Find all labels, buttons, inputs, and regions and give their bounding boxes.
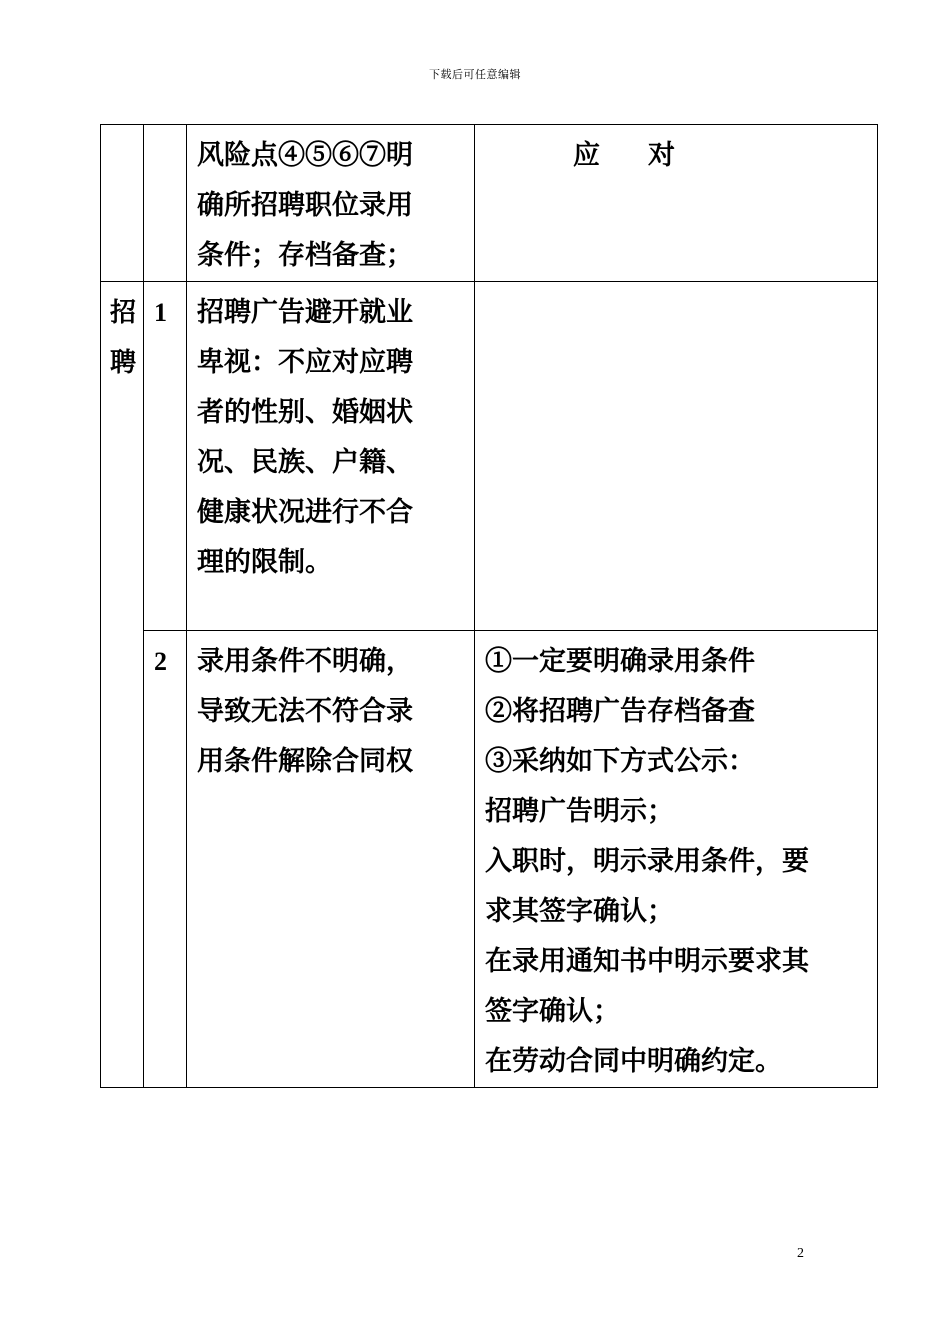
table-row	[101, 631, 878, 1088]
table-row	[101, 282, 878, 631]
text-line: 确所招聘职位录用	[197, 190, 413, 221]
number-cell	[144, 631, 187, 1088]
table-row	[101, 125, 878, 282]
text-line: 入职时，明示录用条件，要	[485, 846, 809, 877]
response-header-b: 对	[648, 140, 675, 171]
text-line: ①一定要明确录用条件	[485, 646, 755, 677]
category-cell	[101, 282, 144, 1088]
risk-table	[100, 124, 878, 1088]
risk-cell	[187, 631, 475, 1088]
text-line: 卑视：不应对应聘	[197, 347, 413, 378]
text-line: 况、民族、户籍、	[197, 447, 413, 478]
text-line: 风险点④⑤⑥⑦明	[197, 140, 413, 171]
category-char: 招	[110, 298, 137, 328]
text-line: 导致无法不符合录	[197, 696, 413, 727]
row-number: 2	[154, 647, 167, 676]
text-line: ③采纳如下方式公示：	[485, 746, 755, 777]
table-cell	[144, 125, 187, 282]
text-line: 理的限制。	[197, 547, 332, 578]
page-header: 下载后可任意编辑	[429, 68, 521, 81]
text-line: 条件；存档备查；	[197, 240, 413, 271]
text-line: 在录用通知书中明示要求其	[485, 946, 809, 977]
risk-cell	[187, 282, 475, 631]
response-cell	[475, 631, 878, 1088]
text-line: 者的性别、婚姻状	[197, 397, 413, 428]
number-cell	[144, 282, 187, 631]
text-line: ②将招聘广告存档备查	[485, 696, 755, 727]
text-line: 签字确认；	[485, 996, 620, 1027]
text-line: 招聘广告避开就业	[197, 297, 413, 328]
risk-cell	[187, 125, 475, 282]
text-line: 招聘广告明示；	[485, 796, 674, 827]
response-header-a: 应	[573, 140, 600, 171]
response-cell	[475, 282, 878, 631]
page-number: 2	[797, 1246, 804, 1261]
response-header-cell	[475, 125, 878, 282]
text-line: 求其签字确认；	[485, 896, 674, 927]
text-line: 录用条件不明确，	[197, 646, 413, 677]
text-line: 在劳动合同中明确约定。	[485, 1046, 782, 1077]
row-number: 1	[154, 298, 167, 327]
text-line: 健康状况进行不合	[197, 497, 413, 528]
category-char: 聘	[110, 348, 137, 378]
table-cell	[101, 125, 144, 282]
text-line: 用条件解除合同权	[197, 746, 413, 777]
